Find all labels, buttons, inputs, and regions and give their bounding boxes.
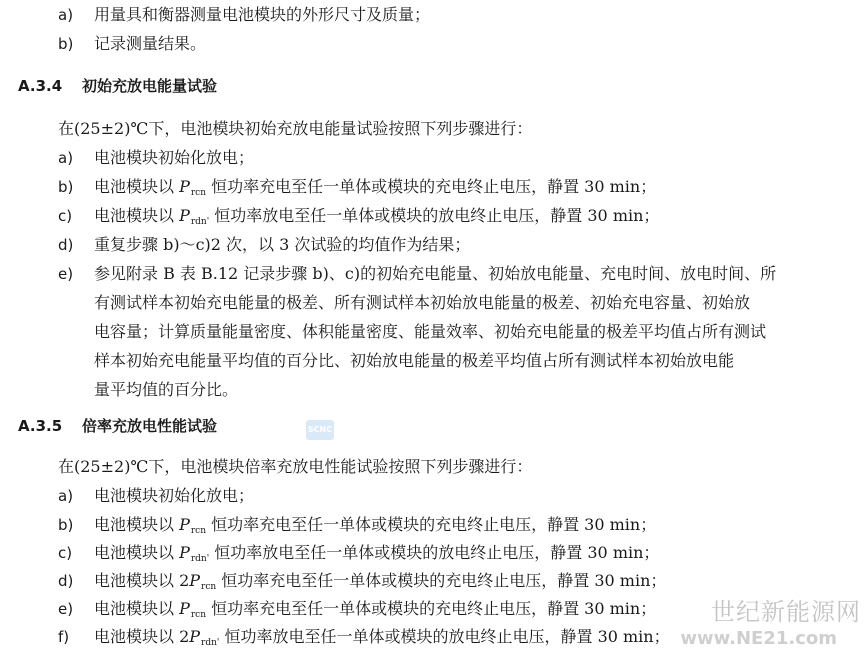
power-subscript: rcn <box>190 610 206 620</box>
power-subscript: rdn' <box>190 217 210 227</box>
text-post: 恒功率充电至任一单体或模块的充电终止电压，静置 30 min； <box>206 177 657 196</box>
list-text-multiline <box>94 259 854 404</box>
power-symbol: P <box>179 206 190 225</box>
list-marker: c) <box>58 544 73 562</box>
power-symbol: P <box>189 571 201 590</box>
list-marker: a) <box>58 149 74 167</box>
list-text <box>94 543 659 569</box>
list-text <box>94 627 670 653</box>
list-text: 重复步骤 b)～c)2 次，以 3 次试验的均值作为结果； <box>94 235 471 254</box>
list-marker: f) <box>58 628 70 646</box>
section-number: A.3.5 <box>18 417 63 435</box>
text-pre: 电池模块以 2 <box>94 627 190 646</box>
section-intro: 在(25±2)℃下，电池模块初始充放电能量试验按照下列步骤进行： <box>58 119 533 138</box>
list-text <box>94 177 656 203</box>
list-text: 电池模块初始化放电； <box>94 148 255 167</box>
list-text <box>94 515 656 541</box>
watermark-site-url: www.NE21.com <box>680 628 837 649</box>
list-marker: b) <box>58 35 74 53</box>
list-marker: e) <box>58 265 74 283</box>
text-pre: 电池模块以 <box>94 543 180 562</box>
text-pre: 电池模块以 <box>94 206 180 225</box>
power-subscript: rcn <box>190 526 206 536</box>
text-pre: 电池模块以 <box>94 515 180 534</box>
power-subscript: rdn' <box>201 638 220 648</box>
power-subscript: rdn' <box>190 554 210 564</box>
section-heading <box>18 416 217 436</box>
text-post: 恒功率充电至任一单体或模块的充电终止电压，静置 30 min； <box>216 571 667 590</box>
text-post: 恒功率放电至任一单体或模块的放电终止电压，静置 30 min； <box>219 627 670 646</box>
text-line: 有测试样本初始充电能量的极差、所有测试样本初始放电能量的极差、初始充电容量、初始放 <box>94 293 751 312</box>
list-marker: a) <box>58 6 74 24</box>
list-marker: d) <box>58 236 74 254</box>
list-marker: a) <box>58 487 74 505</box>
section-title: 倍率充放电性能试验 <box>82 417 218 435</box>
text-post: 恒功率充电至任一单体或模块的充电终止电压，静置 30 min； <box>206 599 657 618</box>
list-text <box>94 206 659 232</box>
power-symbol: P <box>179 177 190 196</box>
power-symbol: P <box>179 515 190 534</box>
text-post: 恒功率放电至任一单体或模块的放电终止电压，静置 30 min； <box>209 206 660 225</box>
text-pre: 电池模块以 <box>94 177 180 196</box>
text-pre: 电池模块以 <box>94 599 180 618</box>
list-text <box>94 571 666 597</box>
list-text: 电池模块初始化放电； <box>94 486 255 505</box>
text-line: 样本初始充电能量平均值的百分比、初始放电能量的极差平均值占所有测试样本初始放电能 <box>94 351 735 370</box>
section-heading <box>18 76 217 96</box>
section-intro: 在(25±2)℃下，电池模块倍率充放电性能试验按照下列步骤进行： <box>58 457 533 476</box>
watermark-site-name: 世纪新能源网 <box>711 598 861 626</box>
power-subscript: rcn <box>201 582 217 592</box>
list-text: 用量具和衡器测量电池模块的外形尺寸及质量； <box>94 5 431 24</box>
list-text <box>94 599 656 625</box>
power-symbol: P <box>179 543 190 562</box>
list-marker: d) <box>58 572 74 590</box>
text-post: 恒功率放电至任一单体或模块的放电终止电压，静置 30 min； <box>209 543 660 562</box>
list-marker: e) <box>58 600 74 618</box>
power-symbol: P <box>179 599 190 618</box>
text-line: 参见附录 B 表 B.12 记录步骤 b)、c)的初始充电能量、初始放电能量、充电时间、放电时间、所 <box>94 264 777 283</box>
text-pre: 电池模块以 2 <box>94 571 190 590</box>
section-title: 初始充放电能量试验 <box>82 77 218 95</box>
list-marker: b) <box>58 178 74 196</box>
list-marker: c) <box>58 207 73 225</box>
list-marker: b) <box>58 516 74 534</box>
power-symbol: P <box>189 627 201 646</box>
list-text: 记录测量结果。 <box>94 34 207 53</box>
text-line: 电容量；计算质量能量密度、体积能量密度、能量效率、初始充电能量的极差平均值占所有测试 <box>94 322 767 341</box>
text-post: 恒功率充电至任一单体或模块的充电终止电压，静置 30 min； <box>206 515 657 534</box>
watermark-stamp: SCNC <box>306 420 334 440</box>
text-line: 量平均值的百分比。 <box>94 380 239 399</box>
section-number: A.3.4 <box>18 77 63 95</box>
power-subscript: rcn <box>190 188 206 198</box>
